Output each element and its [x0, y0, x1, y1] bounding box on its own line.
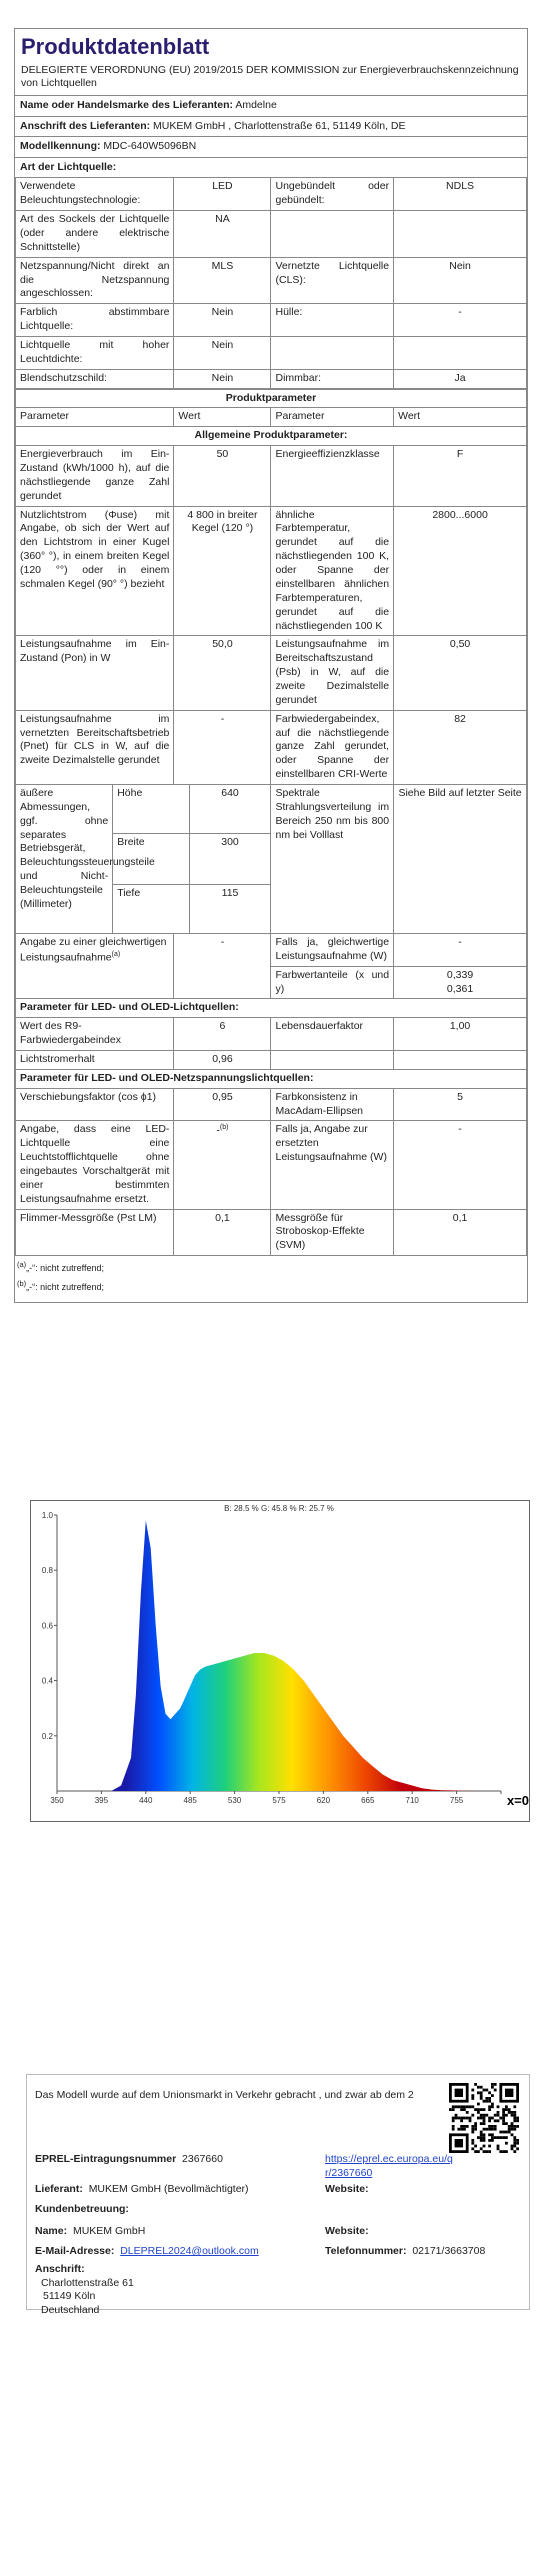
spectrum-chart — [30, 1500, 530, 1822]
registration-block — [26, 2074, 530, 2316]
macadam-value: 5 — [394, 1088, 527, 1121]
y-tick-label: 0.6 — [41, 1621, 53, 1631]
brand-row — [15, 95, 527, 116]
type-param-label — [271, 211, 394, 258]
col-header-param: Parameter — [16, 408, 174, 427]
y-tick-label: 0.8 — [41, 1566, 53, 1576]
equiv-label-text: Angabe zu einer gleichwertigen Leistungsaufnahme — [20, 935, 167, 964]
type-param-value: Nein — [174, 337, 271, 370]
addr-line: Charlottenstraße 61 — [41, 2276, 134, 2289]
param-label: Leistungsaufnahme im Ein-Zustand (Pon) in W — [16, 636, 174, 710]
type-row — [16, 337, 527, 370]
page-title: Produktdatenblatt — [21, 34, 210, 59]
fluor-replacement-value — [174, 1121, 271, 1209]
dim-name: Höhe — [113, 785, 189, 834]
footnote-text: „-“: nicht zutreffend; — [26, 1281, 105, 1292]
address-block — [35, 2263, 134, 2318]
type-param-label: Farblich abstimmbare Lichtquelle: — [16, 304, 174, 337]
param-row — [16, 710, 527, 784]
address-row — [15, 116, 527, 137]
x-tick-label: 395 — [94, 1796, 109, 1805]
dim-name: Tiefe — [113, 884, 189, 933]
market-intro: Das Modell wurde auf dem Unionsmarkt in Verkehr gebracht , und zwar ab dem 2 — [35, 2089, 414, 2101]
params-table — [15, 389, 527, 1257]
eprel-label: EPREL-Eintragungsnummer — [35, 2153, 177, 2165]
equiv-label — [16, 933, 174, 998]
type-table — [15, 177, 527, 388]
flux-maintenance-label: Lichtstromerhalt — [16, 1050, 174, 1069]
name-value: MUKEM GmbH — [72, 2225, 146, 2237]
param-label: Leistungsaufnahme im Bereitschaftszustand (Psb) in W, auf die zweite Dezimalstelle gerundet — [271, 636, 394, 710]
footnote-text: „-“: nicht zutreffend; — [26, 1263, 105, 1274]
type-param-value: NA — [174, 211, 271, 258]
params-section-title: Produktparameter — [16, 389, 527, 408]
type-param-label: Netzspannung/Nicht direkt an die Netzspannung angeschlossen: — [16, 257, 174, 304]
supplier-row — [35, 2183, 249, 2197]
x-tick-label: 620 — [316, 1796, 331, 1805]
dims-label: äußere Abmessungen, ggf. ohne separates Betriebsgerät, Beleuchtungssteuerungsteile und Nicht-Beleuchtungsteile (Millimeter) — [16, 785, 113, 933]
addr-label: Anschrift: — [35, 2263, 85, 2275]
type-param-label: Blendschutzschild: — [16, 369, 174, 388]
website-label-text: Website: — [325, 2183, 369, 2195]
type-param-value: Ja — [394, 369, 527, 388]
equiv-row — [16, 933, 527, 966]
dim-value: 640 — [189, 785, 270, 834]
addr-line: Deutschland — [41, 2303, 100, 2316]
footnote-mark: (a) — [17, 1260, 27, 1270]
type-param-label: Verwendete Beleuchtungstechnologie: — [16, 178, 174, 211]
website2-label-text: Website: — [325, 2225, 369, 2237]
model-row — [15, 136, 527, 157]
spectrum-value: Siehe Bild auf letzter Seite — [394, 784, 527, 933]
type-param-value: Nein — [394, 257, 527, 304]
type-param-value: NDLS — [394, 178, 527, 211]
param-value: 82 — [394, 710, 527, 784]
x-tick-label: 440 — [139, 1796, 153, 1805]
type-param-label: Art des Sockels der Lichtquelle (oder andere elektrische Schnittstelle) — [16, 211, 174, 258]
x-tick-label: 755 — [449, 1796, 464, 1805]
y-tick-label: 1.0 — [41, 1511, 53, 1520]
led-section-title: Parameter für LED- und OLED-Lichtquellen: — [16, 999, 527, 1018]
chromaticity-x: 0,339 — [446, 968, 474, 981]
dims-row — [16, 784, 527, 933]
param-label: Energieverbrauch im Ein-Zustand (kWh/1000 h), auf die nächstliegende ganze Zahl gerundet — [16, 446, 174, 506]
address-value: MUKEM GmbH , Charlottenstraße 61, 51149 Köln, DE — [153, 119, 406, 132]
x-tick-label: 665 — [361, 1796, 375, 1805]
supplier-value: MUKEM GmbH (Bevollmächtigter) — [88, 2183, 249, 2195]
power-factor-value: 0,95 — [174, 1088, 271, 1121]
fluor-w-label: Falls ja, Angabe zur ersetzten Leistungsaufnahme (W) — [271, 1121, 394, 1209]
x-tick-label: 575 — [272, 1796, 286, 1805]
footnote-a — [15, 1256, 527, 1275]
equiv-w-value: - — [394, 933, 527, 966]
param-value: 4 800 in breiter Kegel (120 °) — [174, 506, 271, 636]
website2-label — [325, 2225, 369, 2239]
x-tick-label: 350 — [50, 1796, 64, 1805]
qr-code-icon[interactable] — [449, 2083, 519, 2153]
x-axis-marker: x=0 — [506, 1793, 529, 1808]
chromaticity-value — [394, 966, 527, 999]
type-param-value: MLS — [174, 257, 271, 304]
email-label: E-Mail-Adresse: — [35, 2245, 115, 2257]
macadam-label: Farbkonsistenz in MacAdam-Ellipsen — [271, 1088, 394, 1121]
param-label: Nutzlichtstrom (Φuse) mit Angabe, ob sich der Wert auf den Lichtstrom in einer Kugel (360° °), in einem breiten Kegel (120 °°) oder in einem schmalen Kegel (90° °) bezieht — [16, 506, 174, 636]
param-value: 2800...6000 — [394, 506, 527, 636]
param-label: Energieeffizienzklasse — [271, 446, 394, 506]
model-value: MDC-640W5096BN — [103, 140, 197, 153]
footnote-b — [15, 1275, 527, 1302]
general-params-title: Allgemeine Produktparameter: — [16, 427, 527, 446]
supplier-label: Lieferant: — [35, 2183, 83, 2195]
eprel-value: 2367660 — [182, 2153, 223, 2165]
lifetime-label: Lebensdauerfaktor — [271, 1018, 394, 1051]
r9-label: Wert des R9-Farbwiedergabeindex — [16, 1018, 174, 1051]
param-row — [16, 636, 527, 710]
name-row — [35, 2225, 145, 2239]
fluor-replacement-label: Angabe, dass eine LED-Lichtquelle eine Leuchtstofflichtquelle ohne eingebautes Vorschaltgerät mit einer bestimmten Leistungsaufnahme ersetzt. — [16, 1121, 174, 1209]
flux-maintenance-value: 0,96 — [174, 1050, 271, 1069]
param-value: F — [394, 446, 527, 506]
param-label: Leistungsaufnahme im vernetzten Bereitschaftsbetrieb (Pnet) für CLS in W, auf die zweite Dezimalstelle gerundet — [16, 710, 174, 784]
param-value: 50,0 — [174, 636, 271, 710]
flicker-value: 0,1 — [174, 1209, 271, 1256]
addr-line: 51149 Köln — [43, 2290, 96, 2303]
col-header-value: Wert — [174, 408, 271, 427]
footnote-mark: (b) — [17, 1278, 27, 1288]
chromaticity-y: 0,361 — [446, 982, 474, 995]
x-tick-label: 530 — [227, 1796, 242, 1805]
lifetime-value: 1,00 — [394, 1018, 527, 1051]
type-heading — [15, 157, 527, 178]
svm-value: 0,1 — [394, 1209, 527, 1256]
fluor-w-value: - — [394, 1121, 527, 1209]
phone-row — [325, 2245, 485, 2259]
svm-label: Messgröße für Stroboskop-Effekte (SVM) — [271, 1209, 394, 1256]
customer-care-label — [35, 2203, 129, 2217]
y-tick-label: 0.2 — [41, 1731, 53, 1741]
param-value: 0,50 — [394, 636, 527, 710]
flicker-label: Flimmer-Messgröße (Pst LM) — [16, 1209, 174, 1256]
chart-title: B: 28.5 % G: 45.8 % R: 25.7 % — [224, 1504, 334, 1513]
email-row — [35, 2245, 259, 2259]
datasheet — [14, 28, 528, 1303]
equiv-w-label: Falls ja, gleichwertige Leistungsaufnahme (W) — [271, 933, 394, 966]
param-row — [16, 506, 527, 636]
name-label: Name: — [35, 2225, 68, 2237]
param-label: ähnliche Farbtemperatur, gerundet auf die nächstliegenden 100 K, oder Spanne der einstellbaren ähnlichen Farbtemperaturen, gerundet auf die nächstliegenden 100 K — [271, 506, 394, 636]
type-row — [16, 178, 527, 211]
email-link[interactable]: DLEPREL2024@outlook.com — [120, 2245, 259, 2257]
eprel-row — [35, 2153, 223, 2167]
x-tick-label: 485 — [183, 1796, 197, 1805]
col-header-param: Parameter — [271, 408, 394, 427]
equiv-value: - — [174, 933, 271, 998]
website-label — [325, 2183, 369, 2197]
brand-label: Name oder Handelsmarke des Lieferanten: — [20, 98, 233, 111]
phone-label: Telefonnummer: — [325, 2245, 407, 2257]
type-param-value — [394, 337, 527, 370]
param-value: 50 — [174, 446, 271, 506]
param-label: Farbwiedergabeindex, auf die nächstliegende ganze Zahl gerundet, oder Spanne der einstellbaren CRI-Werte — [271, 710, 394, 784]
type-param-label: Hülle: — [271, 304, 394, 337]
type-row — [16, 369, 527, 388]
footnote-ref: (b) — [219, 1124, 229, 1132]
param-row — [16, 446, 527, 506]
dim-value: 115 — [189, 884, 270, 933]
mains-section-title: Parameter für LED- und OLED-Netzspannungslichtquellen: — [16, 1069, 527, 1088]
fluor-value-text: - — [216, 1124, 220, 1137]
type-param-label: Vernetzte Lichtquelle (CLS): — [271, 257, 394, 304]
type-param-value — [394, 211, 527, 258]
param-value: - — [174, 710, 271, 784]
y-tick-label: 0.4 — [41, 1676, 53, 1686]
dim-value: 300 — [189, 834, 270, 884]
dim-name: Breite — [113, 834, 189, 884]
x-tick-label: 710 — [405, 1796, 419, 1805]
eprel-link[interactable]: https://eprel.ec.europa.eu/qr/2367660 — [325, 2153, 453, 2179]
type-row — [16, 257, 527, 304]
type-param-label: Lichtquelle mit hoher Leuchtdichte: — [16, 337, 174, 370]
footnote-ref: (a) — [111, 950, 121, 958]
brand-value: Amdelne — [235, 98, 277, 111]
chromaticity-label: Farbwertanteile (x und y) — [271, 966, 394, 999]
type-param-value: Nein — [174, 369, 271, 388]
type-param-label — [271, 337, 394, 370]
address-label: Anschrift des Lieferanten: — [20, 119, 151, 132]
phone-value: 02171/3663708 — [412, 2245, 486, 2257]
care-label-text: Kundenbetreuung: — [35, 2203, 129, 2215]
regulation-subtitle: DELEGIERTE VERORDNUNG (EU) 2019/2015 DER KOMMISSION zur Energieverbrauchskennzeichnung von Lichtquellen — [21, 63, 519, 90]
type-param-label: Ungebündelt oder gebündelt: — [271, 178, 394, 211]
type-param-value: LED — [174, 178, 271, 211]
spectrum-area — [111, 1521, 481, 1792]
type-param-value: Nein — [174, 304, 271, 337]
r9-value: 6 — [174, 1018, 271, 1051]
spectrum-label: Spektrale Strahlungsverteilung im Bereich 250 nm bis 800 nm bei Volllast — [271, 784, 394, 933]
model-label: Modellkennung: — [20, 140, 101, 153]
type-row — [16, 211, 527, 258]
type-param-value: - — [394, 304, 527, 337]
type-param-label: Dimmbar: — [271, 369, 394, 388]
col-header-value: Wert — [394, 408, 527, 427]
spectrum-svg — [31, 1501, 531, 1823]
type-row — [16, 304, 527, 337]
type-label: Art der Lichtquelle: — [20, 160, 117, 173]
power-factor-label: Verschiebungsfaktor (cos ϕ1) — [16, 1088, 174, 1121]
